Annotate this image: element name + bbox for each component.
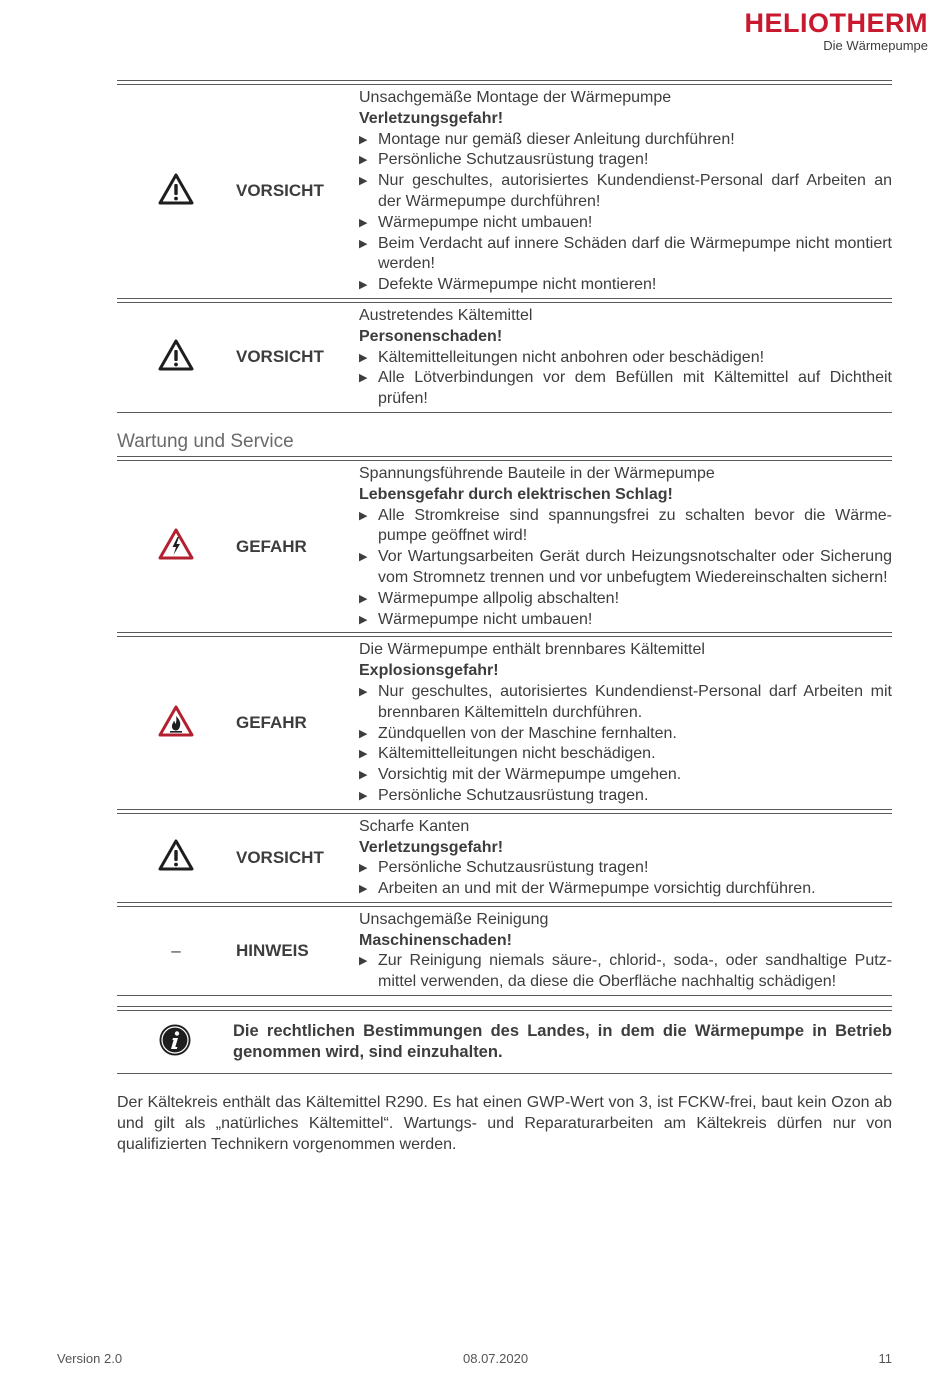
brand-tagline: Die Wärmepumpe [823, 38, 928, 53]
warning-triangle-icon [117, 85, 235, 299]
hazard-consequence: Verletzungsgefahr! [359, 109, 504, 127]
hazard-consequence: Lebensgefahr durch elektrischen Schlag! [359, 485, 673, 503]
hazard-cause: Scharfe Kanten [359, 817, 470, 835]
instruction-item: ▶ Persönliche Schutzausrüstung tragen! [359, 150, 892, 171]
warning-text [359, 460, 892, 632]
info-note-text: Die rechtlichen Bestimmungen des Landes, in dem die Wärmepumpe in Betrieb genommen wird, sind einzuhalten. [233, 1022, 892, 1062]
warning-row [117, 906, 892, 995]
signal-word: VORSICHT [236, 347, 324, 367]
instruction-item: ▶ Wärmepumpe nicht umbauen! [359, 610, 892, 631]
dash-marker [117, 906, 235, 995]
signal-word: GEFAHR [236, 536, 307, 556]
hazard-cause: Unsachgemäße Montage der Wärmepumpe [359, 89, 672, 106]
warning-text [359, 302, 892, 412]
warning-row [117, 460, 892, 632]
brand-name: HELIOTHERM [744, 8, 928, 38]
hazard-consequence: Explosionsgefahr! [359, 662, 499, 680]
instruction-item: ▶ Vor Wartungsarbeiten Gerät durch Heizungsnotschalter oder Sicherung vom Stromnetz trennen und vor unbefugtem Wiedereinschalten sichern! [359, 547, 892, 589]
warning-row [117, 85, 892, 299]
hazard-consequence: Personenschaden! [359, 327, 503, 345]
instruction-item: ▶ Beim Verdacht auf innere Schäden darf die Wärmepumpe nicht montiert werden! [359, 234, 892, 276]
info-note [117, 1006, 892, 1074]
signal-word: HINWEIS [236, 940, 309, 960]
instruction-item: ▶ Kältemittelleitungen nicht beschädigen. [359, 744, 892, 765]
instruction-item: ▶ Zündquellen von der Maschine fernhalten. [359, 724, 892, 745]
instruction-list [359, 682, 892, 807]
warning-text [359, 637, 892, 809]
instruction-item: ▶ Zur Reinigung niemals säure-, chlorid-, soda-, oder sandhaltige Putzmittel verwenden, da diese die Oberfläche nachhaltig schädigen! [359, 951, 892, 993]
instruction-item: ▶ Alle Lötverbindungen vor dem Befüllen mit Kältemittel auf Dichtheit prüfen! [359, 368, 892, 410]
instruction-item: ▶ Wärmepumpe allpolig abschalten! [359, 589, 892, 610]
warning-triangle-icon [117, 302, 235, 412]
instruction-item: ▶ Montage nur gemäß dieser Anleitung durchführen! [359, 130, 892, 151]
instruction-item: ▶ Nur geschultes, autorisiertes Kundendienst-Personal darf Arbeiten mit brennbaren Kältemitteln durchführen. [359, 682, 892, 724]
instruction-list [359, 348, 892, 410]
instruction-item: ▶ Arbeiten an und mit der Wärmepumpe vorsichtig durchführen. [359, 879, 892, 900]
warnings-table-general [117, 80, 892, 413]
instruction-list [359, 951, 892, 993]
info-icon [117, 1011, 233, 1074]
hazard-cause: Die Wärmepumpe enthält brennbares Kältemittel [359, 641, 705, 659]
footer-version: Version 2.0 [57, 1351, 123, 1366]
electric-hazard-icon [117, 460, 235, 632]
brand-logo [745, 8, 929, 53]
hazard-consequence: Verletzungsgefahr! [359, 838, 504, 856]
instruction-list [359, 506, 892, 631]
instruction-item: ▶ Wärmepumpe nicht umbauen! [359, 213, 892, 234]
warning-text [359, 85, 892, 299]
instruction-item: ▶ Vorsichtig mit der Wärmepumpe umgehen. [359, 765, 892, 786]
warning-row [117, 302, 892, 412]
warning-triangle-icon [117, 813, 235, 902]
signal-word: VORSICHT [236, 181, 324, 201]
signal-word: VORSICHT [236, 847, 324, 867]
hazard-cause: Spannungsführende Bauteile in der Wärmepumpe [359, 464, 715, 482]
warning-row [117, 813, 892, 902]
instruction-list [359, 130, 892, 296]
instruction-item: ▶ Persönliche Schutzausrüstung tragen! [359, 858, 892, 879]
dash-text: – [171, 940, 181, 960]
instruction-item: ▶ Defekte Wärmepumpe nicht montieren! [359, 275, 892, 296]
section-title: Wartung und Service [117, 430, 294, 452]
hazard-cause: Unsachgemäße Reinigung [359, 910, 549, 928]
refrigerant-paragraph: Der Kältekreis enthält das Kältemittel R290. Es hat einen GWP-Wert von 3, ist FCKW-frei, baut kein Ozon ab und gilt als „natürliches Kältemittel“. Wartungs- und Reparaturarbeiten am Kältekreis dürfen nur von qualifizierten Technikern vorgenommen werden. [117, 1094, 892, 1154]
warning-row [117, 637, 892, 809]
instruction-list [359, 858, 892, 900]
instruction-item: ▶ Kältemittelleitungen nicht anbohren oder beschädigen! [359, 348, 892, 369]
instruction-item: ▶ Nur geschultes, autorisiertes Kundendienst-Personal darf Arbeiten an der Wärmepumpe durchführen! [359, 171, 892, 213]
hazard-cause: Austretendes Kältemittel [359, 306, 533, 324]
warnings-table-maintenance [117, 456, 892, 996]
hazard-consequence: Maschinenschaden! [359, 931, 512, 949]
warning-text [359, 906, 892, 995]
page-content [117, 80, 892, 1155]
instruction-item: ▶ Alle Stromkreise sind spannungsfrei zu schalten bevor die Wärmepumpe geöffnet wird! [359, 506, 892, 548]
instruction-item: ▶ Persönliche Schutzausrüstung tragen. [359, 786, 892, 807]
footer-page-number: 11 [878, 1351, 892, 1366]
warning-text [359, 813, 892, 902]
signal-word: GEFAHR [236, 713, 307, 733]
footer-date: 08.07.2020 [463, 1351, 529, 1366]
flammable-hazard-icon [117, 637, 235, 809]
